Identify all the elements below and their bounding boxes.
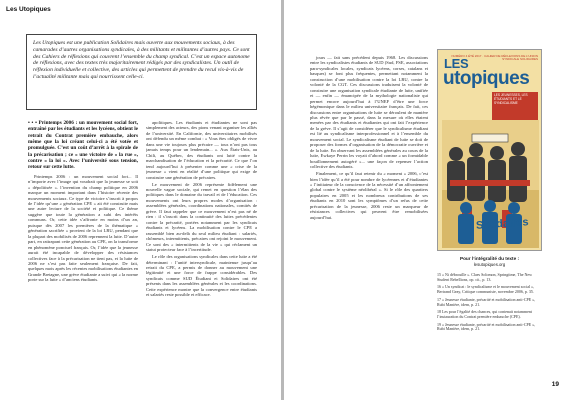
article-column-2 (146, 120, 257, 392)
article-column-3 (310, 55, 428, 390)
cover-issue-text: NUMÉRO 4 ÉTÉ 2017 · CAHIER DE RÉFLEXIONS DE L’UNION SYNDICALE SOLIDAIRES (451, 54, 538, 62)
article-paragraph: apolitiques. Les étudiants et étudiantes ne sont pas simplement des acteurs, des pions venant organiser les alliés de l’université. En Californie, des universitaires mobilisés ont défendu un même combat : « Vous êtes obligés de vivre dans une vie toujours plus précaire — tous n’ont pas tous jamais temps pour un lendemain... ». Aux États-Unis, au Chili, au Québec, des étudiants ont lutté contre la marchandisation de l’éducation et la précarité. Ce que l’on tend aujourd’hui à présenter comme une « crise de la jeunesse » vient en réalité d’une politique qui exige de construire une génération de précaires. (146, 120, 257, 180)
footnote: 16 « Un syndicat : le syndicalisme et le mouvement social », Bertrand Geay, Critique communiste, novembre 2006, p. 35. (437, 284, 535, 295)
footnote: 17 « Jeunesse étudiante, précarité et mobilisation anti-CPE », Rubi Manière, idem, p. 21. (437, 296, 536, 307)
cover-caption (437, 256, 542, 268)
section-title: Les Utopiques (6, 6, 51, 13)
article-lead: • • • Printemps 2006 : un mouvement social fort, entraîné par les étudiants et les lycéens, obtient le retrait du Contrat première embauche, alors même que la loi créant celui-ci a été votée et promulguée. C’est un coût d’arrêt à la spirale de la précarisation ; ce « une victoire de « la rue », contre « la loi ». Avec l’université sous tension, retour sur cette lutte. (28, 120, 138, 171)
right-page (284, 0, 565, 400)
caption-text: Pour l’intégralité du texte : (459, 256, 520, 261)
article-column-1 (28, 120, 138, 392)
cover-brand-les: LES (444, 56, 469, 71)
intro-box: Les Utopiques est une publication Solidaires mais ouverte aux mouvements sociaux, à des camarades d’autres organisations syndicales, à des militants et militantes d’autres pays. Ce sont des Cahiers de réflexions qui couvrent l’ensemble du champ syndical. C’est un espace autonome de réflexions, avec des textes très majoritairement rédigés par des syndicalistes. Un outil de réflexion individuelle et collective, des articles qui permettent de prendre du recul vis-à-vis de l’actualité militante mais qui nourrissent celle-ci. (26, 34, 257, 110)
footnotes (437, 273, 542, 335)
magazine-cover-image (437, 49, 542, 251)
article-paragraph: Finalement, ce qu’il faut retenir du « moment » 2006, c’est bien l’idée qu’il a été pour nombre de lycéennes et d’étudiantes « l’initiateur de la conscience de la nécessité d’un affrontement global contre le système néolibéral ». Si le rôle des quartiers populaires en 2005 et les nombreux contributions de ses étudiants en 2010 sont les symptômes d’un refus de cette précarisation de la jeunesse, 2006 reste un marqueur de résistances collectives qui peuvent être remobilisées aujourd’hui. (310, 171, 428, 220)
cover-solidaires-logo: Solidaires (475, 216, 529, 232)
cover-brand-title: utopiques (443, 68, 530, 89)
article-paragraph: Le mouvement de 2006 représente fidèlement une nouvelle vague sociale, qui remet en question l’élan des politiques dans le domaine du travail et de l’éducation. Ces mouvements ont leurs propres modes d’organisation : assemblées générales, coordinations nationales, comités de grève. Il faut rappeler que ce mouvement n’est pas né de rien : il s’inscrit dans la continuité des luttes précédentes contre la précarité, portées notamment par les syndicats étudiants et lycéens. La mobilisation contre le CPE a rassemblé bien au-delà du seul milieu étudiant : salariés, chômeurs, intermittents, précaires ont rejoint le mouvement. Ce sont des « intermittents de la vie » qui réclament un statut protecteur face à l’incertitude. (146, 181, 257, 253)
footnote: 15 « Ni débrouille ». Claes Solomon, Springtime, The New Student Rebellions, op. cit., p. 13. (437, 272, 533, 282)
left-page (0, 0, 281, 400)
cover-banner: LES JEUNESSES, LES ÉTUDIANTS ET LE SYNDICALISME (492, 92, 538, 120)
footnote: 19 « Jeunesse étudiante, précarité et mobilisation anti-CPE », Rubi Manière, idem, p. 21. (437, 321, 536, 332)
article-paragraph: Printemps 2006 : un mouvement social fort... Il n’importe avec l’image qui voudrait que la jeunesse se soit « dépolitisée ». l’invention du champ politique en 2006 marque un moment important dans l’histoire récente des mouvements sociaux. Ce type de victoire s’inscrit à propos de l’idée qu’une « génération CPE » ait été construite mais une autre lecture de la société et politique. Ce thème suggère que toute la génération a subi des intérêts communs. Or, cette idée s’affronte en moins d’un an, puisque dès 2007 les premières de la thématique « génération sacrifiée » provient de la loi LRU, pendant que la plupart des mobilisés de 2006 reprennent la lutte. D’autre part, en rattrapant cette génération au CPE, on la transforme en phénomène ponctuel français. Or, l’idée que la jeunesse aurait été incapable de développer des résistances collectives face à la précarisation ne tient pas, et la lutte de 2006 ne s’est pas faite seulement française. De fait, quelques mois après les récentes mobilisations étudiantes en Grande Bretagne, une grève étudiante a suivi qui « la norme porte sur la lutte » d’anciens étudiants. (28, 173, 138, 283)
article-paragraph: Le rôle des organisations syndicales dans cette lutte a été déterminant : l’unité intersyndicale, maintenue jusqu’au retrait du CPE, a permis de donner au mouvement une légitimité et une force de frappe considérables. Des syndicats comme SUD Étudiant et Solidaires ont été présents dans les assemblées générales et les coordinations. Cette expérience montre que la convergence entre étudiants et salariés reste possible et efficace. (146, 254, 257, 298)
article-paragraph: jours — fait sans précédent depuis 1968. Les discussions entre les syndicalistes étudiants de SUD (Sud, FSE, associations para-syndicales locales, syndicats lycéens, corses, catalans et basques) se font plus fréquentes, permettant notamment la construction d’une mobilisation contre la loi LRU, contre la volonté de la CGT. Ces discussions traduisent la volonté de construire une organisation syndicale étudiante de lutte, unifiée et — enfin — émancipée de la mythologie nationaliste qui permet encore aujourd’hui à l’UNEF d’être une force hégémonique dans le milieu universitaire français. De fait, ces discussions entre organisations de lutte se déroulent de manière plus rêvée que par le passé, dans la mesure où elles étaient menées par des étudiants et étudiantes qui ont fait l’expérience de la grève. Il s’agit de considérer que le syndicalisme étudiant est lié au syndicalisme interprofessionnel et à l’ensemble du mouvement social. Le syndicalisme étudiant de lutte se doit de proposer des formes d’organisation de la démocratie ouvrière et de la lutte. En observant les assemblées générales au cours de la lutte, Ewkaye Perrin les voyait d’abord comme « un formidable bouillonnement autogéré »... une façon de repenser l’action collective des étudiants. (310, 55, 428, 170)
page-number: 19 (551, 381, 559, 388)
caption-url: lesutopiques.org (473, 262, 506, 268)
footnote: 18 Les pour l’égalité des chances, qui contenait notamment l’instauration du Contrat première embauche (CPE). (437, 309, 532, 319)
